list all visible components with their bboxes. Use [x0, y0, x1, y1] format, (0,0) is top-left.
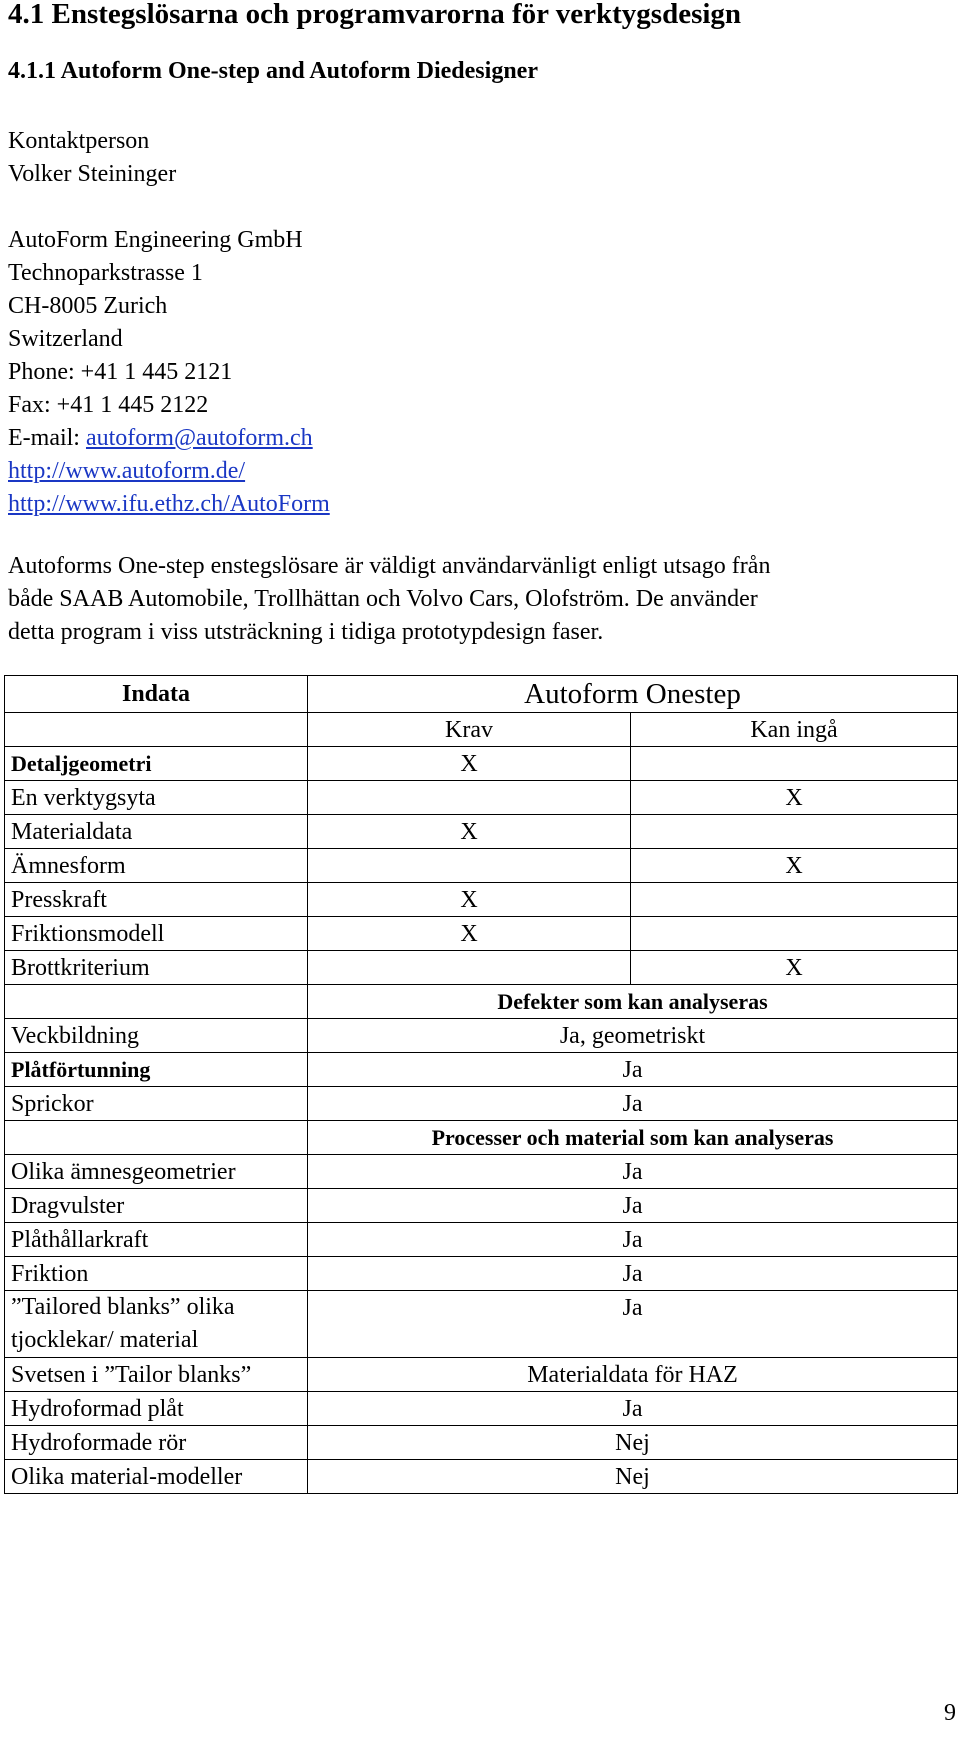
row-label: Presskraft [5, 883, 308, 917]
table-row [5, 1053, 958, 1087]
table-row [5, 1392, 958, 1426]
spacer [8, 191, 330, 224]
table-row [5, 951, 958, 985]
row-label: Dragvulster [5, 1189, 308, 1223]
table-row [5, 1019, 958, 1053]
table-row [5, 849, 958, 883]
value-cell: Ja [308, 1392, 958, 1426]
value-cell: Ja [308, 1189, 958, 1223]
value-cell: Ja [308, 1053, 958, 1087]
krav-cell [308, 849, 631, 883]
paragraph-line: både SAAB Automobile, Trollhättan och Volvo Cars, Olofström. De använder [8, 586, 758, 612]
value-cell: Ja [308, 1291, 958, 1358]
contact-label: Kontaktperson [8, 128, 150, 154]
email-prefix: E-mail: [8, 425, 86, 451]
table-section-row [5, 1121, 958, 1155]
table-row [5, 747, 958, 781]
table-row [5, 1460, 958, 1494]
table-row [5, 1426, 958, 1460]
url-link-ifu[interactable]: http://www.ifu.ethz.ch/AutoForm [8, 491, 330, 517]
row-label: En verktygsyta [5, 781, 308, 815]
header-product: Autoform Onestep [308, 676, 958, 713]
row-label: Friktionsmodell [5, 917, 308, 951]
kan-cell: X [631, 951, 958, 985]
table-row [5, 815, 958, 849]
table-header-row [5, 676, 958, 713]
contact-block [8, 125, 330, 521]
row-label: Plåtförtunning [5, 1053, 308, 1087]
section-heading: 4.1 Enstegslösarna och programvarorna för verktygsdesign [8, 0, 742, 30]
value-cell: Nej [308, 1426, 958, 1460]
table-subheader-row [5, 713, 958, 747]
value-cell: Materialdata för HAZ [308, 1358, 958, 1392]
kan-cell [631, 917, 958, 951]
row-label: Veckbildning [5, 1019, 308, 1053]
paragraph-line: Autoforms One-step enstegslösare är väldigt användarvänligt enligt utsago från [8, 553, 771, 579]
krav-cell: X [308, 917, 631, 951]
empty-cell [5, 1121, 308, 1155]
row-label: Hydroformad plåt [5, 1392, 308, 1426]
krav-cell [308, 951, 631, 985]
kan-cell [631, 747, 958, 781]
street-address: Technoparkstrasse 1 [8, 260, 203, 286]
phone: Phone: +41 1 445 2121 [8, 359, 233, 385]
table-row [5, 1223, 958, 1257]
fax: Fax: +41 1 445 2122 [8, 392, 209, 418]
row-label: Materialdata [5, 815, 308, 849]
row-label: Hydroformade rör [5, 1426, 308, 1460]
value-cell: Ja [308, 1087, 958, 1121]
table-row [5, 883, 958, 917]
col-kan-inga: Kan ingå [631, 713, 958, 747]
table-row [5, 1189, 958, 1223]
krav-cell: X [308, 815, 631, 849]
contact-name: Volker Steininger [8, 161, 177, 187]
empty-cell [5, 713, 308, 747]
table-row [5, 1291, 958, 1358]
value-cell: Ja [308, 1223, 958, 1257]
comparison-table [4, 675, 958, 1494]
row-label: Brottkriterium [5, 951, 308, 985]
kan-cell [631, 815, 958, 849]
email-link[interactable]: autoform@autoform.ch [85, 425, 313, 451]
page-number: 9 [944, 1700, 956, 1726]
value-cell: Ja [308, 1257, 958, 1291]
row-label: Sprickor [5, 1087, 308, 1121]
row-label: Plåthållarkraft [5, 1223, 308, 1257]
url-link-autoform[interactable]: http://www.autoform.de/ [8, 458, 246, 484]
empty-cell [5, 985, 308, 1019]
col-krav: Krav [308, 713, 631, 747]
country: Switzerland [8, 326, 123, 352]
row-label: Svetsen i ”Tailor blanks” [5, 1358, 308, 1392]
value-cell: Nej [308, 1460, 958, 1494]
krav-cell [308, 781, 631, 815]
table-section-row [5, 985, 958, 1019]
krav-cell: X [308, 747, 631, 781]
table-row [5, 1257, 958, 1291]
kan-cell: X [631, 781, 958, 815]
section-processes: Processer och material som kan analyseras [308, 1121, 958, 1155]
city: CH-8005 Zurich [8, 293, 168, 319]
krav-cell: X [308, 883, 631, 917]
row-label [5, 1291, 308, 1358]
table-row [5, 1358, 958, 1392]
row-label: Olika material-modeller [5, 1460, 308, 1494]
description-paragraph [8, 550, 948, 649]
table-row [5, 917, 958, 951]
table-row [5, 1087, 958, 1121]
row-label: Friktion [5, 1257, 308, 1291]
email-line [8, 422, 330, 455]
row-label: Ämnesform [5, 849, 308, 883]
table-row [5, 781, 958, 815]
value-cell: Ja [308, 1155, 958, 1189]
table-row [5, 1155, 958, 1189]
row-label-line: tjocklekar/ material [11, 1327, 199, 1353]
row-label: Olika ämnesgeometrier [5, 1155, 308, 1189]
header-indata: Indata [5, 676, 308, 713]
row-label: Detaljgeometri [5, 747, 308, 781]
value-cell: Ja, geometriskt [308, 1019, 958, 1053]
kan-cell [631, 883, 958, 917]
section-defects: Defekter som kan analyseras [308, 985, 958, 1019]
paragraph-line: detta program i viss utsträckning i tidiga prototypdesign faser. [8, 619, 604, 645]
subsection-heading: 4.1.1 Autoform One-step and Autoform Diedesigner [8, 58, 538, 84]
row-label-line: ”Tailored blanks” olika [11, 1294, 235, 1320]
company-name: AutoForm Engineering GmbH [8, 227, 303, 253]
kan-cell: X [631, 849, 958, 883]
